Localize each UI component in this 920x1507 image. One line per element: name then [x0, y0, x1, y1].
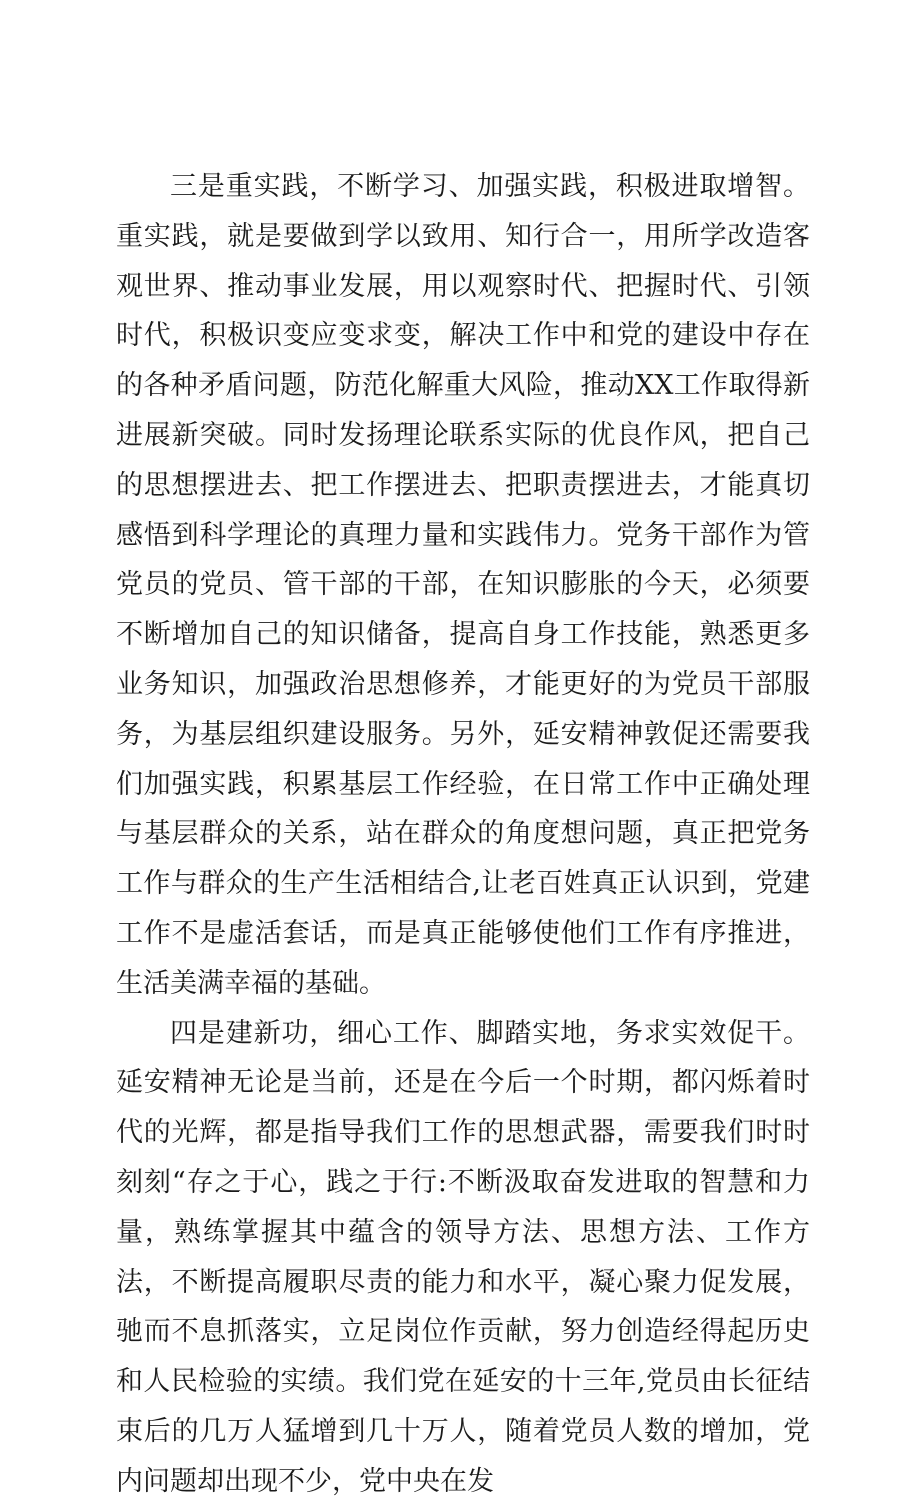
paragraph-four-new-merit: 四是建新功，细心工作、脚踏实地，务求实效促干。延安精神无论是当前，还是在今后一个时期，都闪烁着时代的光辉，都是指导我们工作的思想武器，需要我们时时刻刻“存之于心，践之于行:不断汲取奋发进取的智慧和力量，熟练掌握其中蕴含的领导方法、思想方法、工作方法，不断提高履职尽责的能力和水平，凝心聚力促发展，驰而不息抓落实，立足岗位作贡献，努力创造经得起历史和人民检验的实绩。我们党在延安的十三年,党员由长征结束后的几万人猛增到几十万人，随着党员人数的增加，党内问题却出现不少，党中央在发 — [116, 1017, 810, 1497]
paragraph-three-practice: 三是重实践，不断学习、加强实践，积极进取增智。重实践，就是要做到学以致用、知行合一，用所学改造客观世界、推动事业发展，用以观察时代、把握时代、引领时代，积极识变应变求变，解决工作中和党的建设中存在的各种矛盾问题，防范化解重大风险，推动XX工作取得新进展新突破。同时发扬理论联系实际的优良作风，把自己的思想摆进去、把工作摆进去、把职责摆进去，才能真切感悟到科学理论的真理力量和实践伟力。党务干部作为管党员的党员、管干部的干部，在知识膨胀的今天，必须要不断增加自己的知识储备，提高自身工作技能，熟悉更多业务知识，加强政治思想修养，才能更好的为党员干部服务，为基层组织建设服务。另外，延安精神敦促还需要我们加强实践，积累基层工作经验，在日常工作中正确处理与基层群众的关系，站在群众的角度想问题，真正把党务工作与群众的生产生活相结合,让老百姓真正认识到，党建工作不是虚活套话，而是真正能够使他们工作有序推进，生活美满幸福的基础。 — [116, 171, 810, 999]
document-body — [116, 162, 810, 1507]
